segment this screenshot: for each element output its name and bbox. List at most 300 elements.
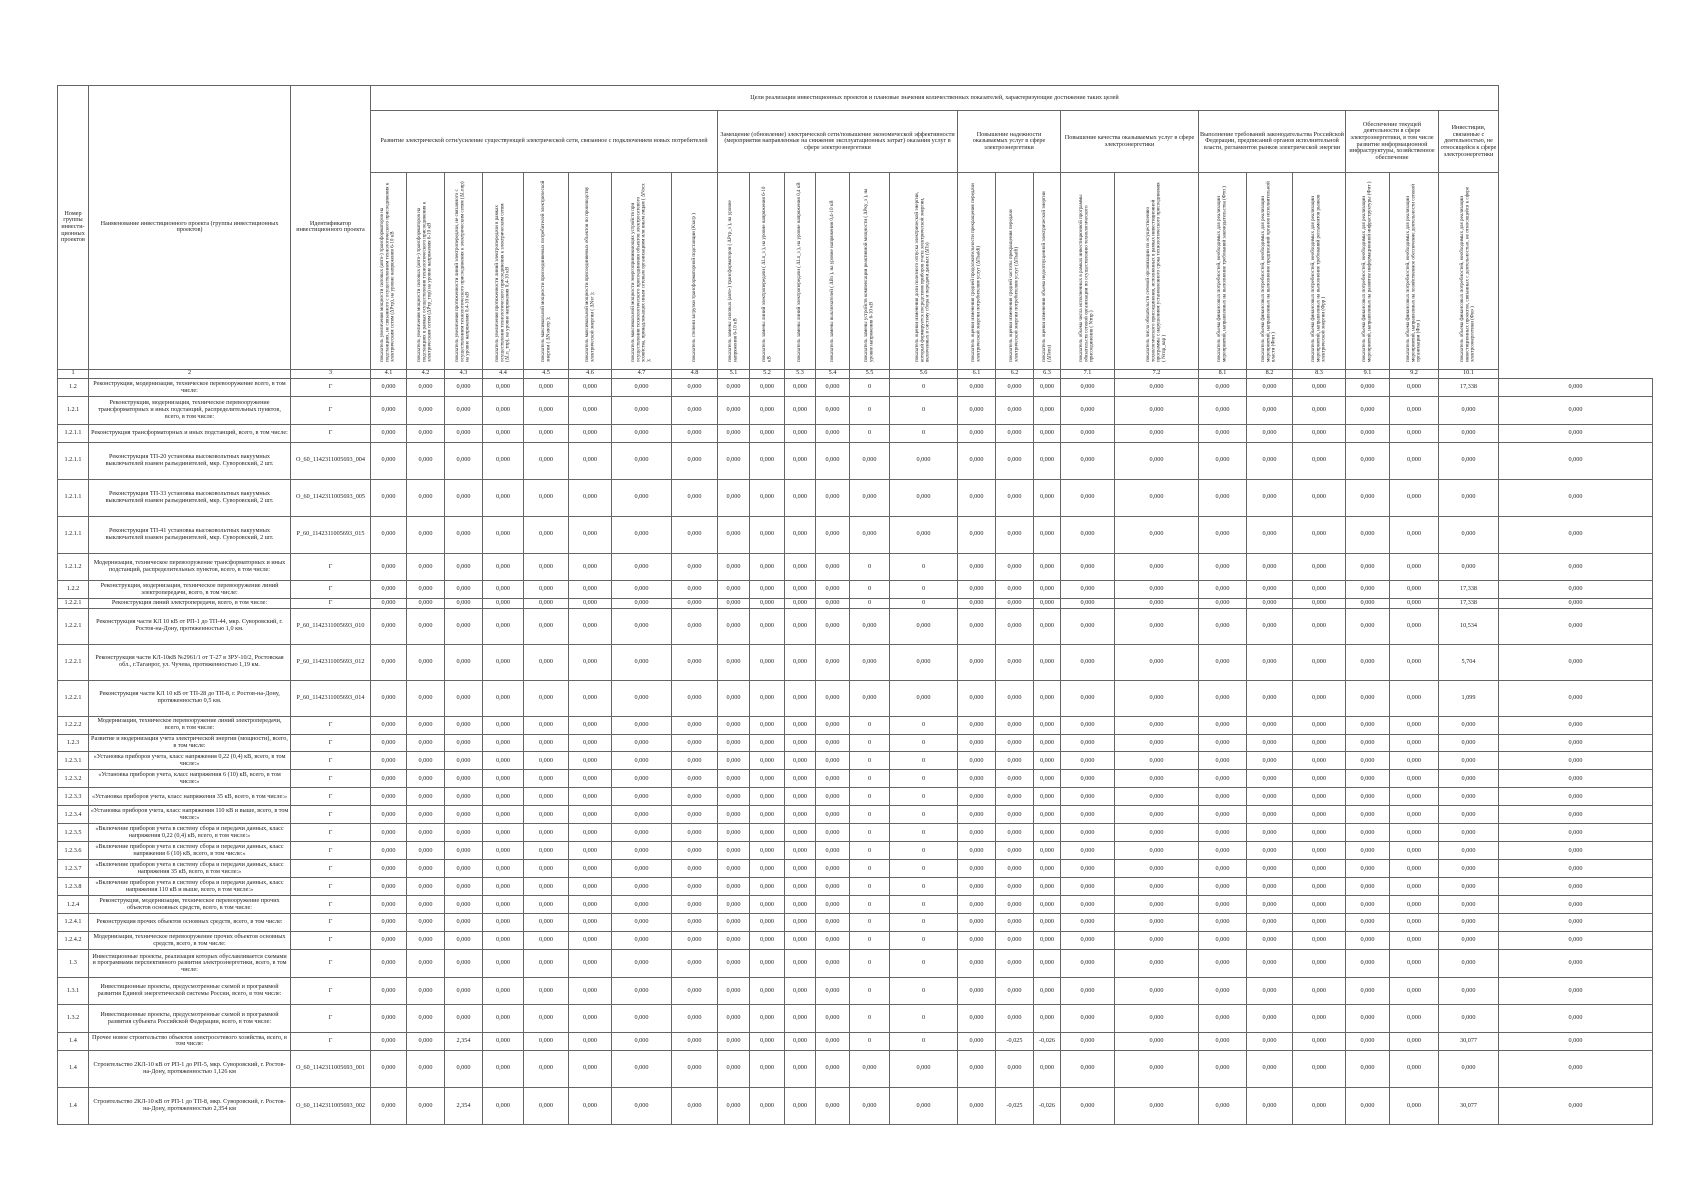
header-indicator-column: [785, 172, 816, 369]
row-value-cell: 0,000: [672, 896, 718, 914]
row-project-name: «Установка приборов учета, класс напряжения 0,22 (0,4) кВ, всего, в том числе:»: [89, 752, 291, 770]
header-indicator-column: [1390, 172, 1439, 369]
row-value-cell: 0,000: [612, 581, 672, 599]
row-value-cell: 0,000: [1199, 516, 1247, 553]
row-value-cell: 0,000: [1346, 860, 1390, 878]
row-value-cell: 0,000: [445, 770, 483, 788]
row-value-cell: 0,000: [1439, 788, 1499, 806]
header-column-number: 3: [291, 369, 371, 379]
row-value-cell: 0,000: [1293, 842, 1346, 860]
row-value-cell: 0,000: [483, 806, 524, 824]
row-value-cell: 0,000: [569, 716, 612, 734]
row-value-cell: 0,000: [1115, 806, 1199, 824]
table-row: [58, 1005, 1653, 1033]
row-value-cell: 0,000: [524, 752, 569, 770]
row-value-cell: 0,000: [1293, 1087, 1346, 1124]
row-value-cell: 0,000: [785, 442, 816, 479]
row-value-cell: 0,000: [1293, 1050, 1346, 1087]
header-column-number: 2: [89, 369, 291, 379]
row-value-cell: 0,000: [1247, 878, 1293, 896]
row-value-cell: 0,000: [371, 788, 407, 806]
row-value-cell: 0,000: [1247, 752, 1293, 770]
row-group-number: 1.2.3.1: [58, 752, 89, 770]
row-value-cell: 0,000: [445, 752, 483, 770]
row-value-cell: 0,000: [672, 752, 718, 770]
table-row: [58, 608, 1653, 644]
row-value-cell: 0,000: [612, 397, 672, 425]
row-value-cell: 0,000: [1439, 734, 1499, 752]
table-row: [58, 1032, 1653, 1050]
row-value-cell: 0,000: [445, 644, 483, 680]
row-value-cell: 0,000: [750, 397, 785, 425]
row-value-cell: 0,000: [1247, 806, 1293, 824]
row-value-cell: 0,000: [1499, 553, 1653, 581]
row-value-cell: 0,000: [958, 932, 996, 950]
row-value-cell: 0,000: [672, 824, 718, 842]
row-value-cell: 0,000: [524, 424, 569, 442]
row-value-cell: 0,000: [612, 932, 672, 950]
row-value-cell: 0,000: [750, 950, 785, 978]
row-value-cell: 0,000: [524, 806, 569, 824]
row-value-cell: 0,000: [1247, 770, 1293, 788]
header-indicator-label: показатель оценки изменения средней частоты прекращения передачи электрической энергии потребителям услуг (ΔПsaifi): [1008, 209, 1020, 362]
row-value-cell: 0,000: [483, 424, 524, 442]
row-project-name: Реконструкция ТП-20 установка высоковольтных вакуумных выключателей взамен разъединителей, мкр. Суворовский, 2 шт.: [89, 442, 291, 479]
row-value-cell: 0,000: [1390, 914, 1439, 932]
row-value-cell: 0,000: [996, 734, 1034, 752]
row-value-cell: 0,000: [569, 379, 612, 397]
row-value-cell: 0,000: [1499, 424, 1653, 442]
row-value-cell: 0,000: [1115, 581, 1199, 599]
row-value-cell: 0,000: [407, 680, 445, 716]
row-value-cell: 0,000: [958, 581, 996, 599]
row-value-cell: 0,000: [996, 1050, 1034, 1087]
row-value-cell: 0,000: [785, 479, 816, 516]
row-value-cell: 0,000: [1199, 1005, 1247, 1033]
row-value-cell: 0,000: [996, 806, 1034, 824]
row-value-cell: 0,000: [996, 977, 1034, 1005]
row-value-cell: 0,000: [1034, 788, 1061, 806]
row-value-cell: 0,000: [1247, 379, 1293, 397]
row-value-cell: 0,000: [1247, 516, 1293, 553]
row-value-cell: 0,000: [958, 788, 996, 806]
header-indicator-column: [569, 172, 612, 369]
row-value-cell: 0,000: [1247, 716, 1293, 734]
row-value-cell: 0,000: [1293, 824, 1346, 842]
row-value-cell: 0,000: [524, 788, 569, 806]
row-value-cell: 0: [850, 424, 890, 442]
row-value-cell: 0,000: [958, 1032, 996, 1050]
row-value-cell: 0,000: [1439, 397, 1499, 425]
row-value-cell: 0,000: [718, 581, 750, 599]
row-value-cell: 0,000: [483, 752, 524, 770]
row-group-number: 1.2: [58, 379, 89, 397]
row-value-cell: 0,000: [1115, 479, 1199, 516]
row-value-cell: 0,000: [785, 1005, 816, 1033]
header-indicator-label: показатель объема финансовых потребностей, необходимых для реализации мероприятий, направленных на развитие информационной инфраструктуры (Фит ): [1361, 181, 1373, 362]
row-value-cell: 0,000: [1293, 424, 1346, 442]
row-value-cell: 0,000: [816, 770, 850, 788]
row-value-cell: 0: [890, 878, 958, 896]
row-value-cell: 0,000: [1034, 860, 1061, 878]
row-value-cell: 0,000: [996, 770, 1034, 788]
row-value-cell: 0,000: [1061, 379, 1115, 397]
row-value-cell: 0,000: [371, 932, 407, 950]
row-value-cell: 0,000: [445, 878, 483, 896]
row-value-cell: 0,000: [407, 516, 445, 553]
row-value-cell: 0,000: [407, 1032, 445, 1050]
row-value-cell: 0,000: [816, 608, 850, 644]
row-value-cell: 0,000: [1199, 842, 1247, 860]
row-value-cell: 0,000: [612, 896, 672, 914]
header-indicator-label: показатель замены устройств компенсации реактивной мощности ( ΔPку_з ), на уровне напряжения 6-10 кВ: [863, 188, 875, 362]
row-value-cell: 0,000: [672, 878, 718, 896]
row-value-cell: 0,000: [785, 1087, 816, 1124]
row-value-cell: 0,000: [1199, 896, 1247, 914]
row-value-cell: 0,000: [1390, 581, 1439, 599]
row-value-cell: 0,000: [672, 806, 718, 824]
row-value-cell: 0,000: [1390, 1050, 1439, 1087]
row-value-cell: 0,000: [445, 608, 483, 644]
row-value-cell: 0,000: [407, 1050, 445, 1087]
row-value-cell: 0,000: [1034, 824, 1061, 842]
row-group-number: 1.2.3: [58, 734, 89, 752]
row-value-cell: 0,000: [569, 950, 612, 978]
row-value-cell: 0,000: [1293, 860, 1346, 878]
row-value-cell: 0,000: [1115, 379, 1199, 397]
row-value-cell: 0,000: [1390, 608, 1439, 644]
row-project-name: Модернизация, техническое перевооружение прочих объектов основных средств, всего, в том числе:: [89, 932, 291, 950]
row-value-cell: 0,000: [1061, 806, 1115, 824]
header-column-number: 9.2: [1390, 369, 1439, 379]
row-value-cell: 0,000: [569, 878, 612, 896]
row-value-cell: 0: [890, 950, 958, 978]
row-value-cell: 0,000: [407, 914, 445, 932]
row-value-cell: 0,000: [1247, 896, 1293, 914]
row-value-cell: 30,077: [1439, 1087, 1499, 1124]
table-row: [58, 379, 1653, 397]
row-value-cell: 0,000: [958, 914, 996, 932]
row-value-cell: 0,000: [1439, 752, 1499, 770]
row-value-cell: 0,000: [996, 716, 1034, 734]
row-value-cell: 0,000: [785, 788, 816, 806]
header-indicator-column: [445, 172, 483, 369]
row-value-cell: 0,000: [1199, 752, 1247, 770]
row-value-cell: 0,000: [483, 977, 524, 1005]
header-indicator-label: показатель максимальной мощности присоединяемых объектов по производству электрической энергии ( ΔNэг );: [583, 186, 595, 362]
row-value-cell: 0,000: [785, 1050, 816, 1087]
row-value-cell: 0: [890, 842, 958, 860]
header-column-number: 4.6: [569, 369, 612, 379]
row-value-cell: 2,354: [445, 1087, 483, 1124]
row-value-cell: 0,000: [1346, 977, 1390, 1005]
header-indicator-label: показатель замены линий электропередачи ( ΔLn_з ), на уровне напряжения 6-10 кВ: [760, 186, 772, 362]
row-value-cell: 0,000: [1247, 788, 1293, 806]
row-value-cell: 0,000: [483, 1050, 524, 1087]
row-value-cell: 0,000: [371, 824, 407, 842]
row-value-cell: 0,000: [750, 581, 785, 599]
row-value-cell: 0,000: [1293, 608, 1346, 644]
row-value-cell: 0,000: [1115, 680, 1199, 716]
row-value-cell: 0,000: [483, 599, 524, 609]
row-value-cell: 0,000: [1293, 914, 1346, 932]
row-value-cell: 0,000: [1061, 479, 1115, 516]
row-value-cell: 0,000: [612, 860, 672, 878]
row-value-cell: 0,000: [407, 716, 445, 734]
row-project-id: Г: [291, 977, 371, 1005]
row-value-cell: 0,000: [672, 932, 718, 950]
row-value-cell: 0,000: [1199, 788, 1247, 806]
row-value-cell: 0: [850, 806, 890, 824]
row-value-cell: 0,000: [569, 1050, 612, 1087]
row-value-cell: 0,000: [750, 770, 785, 788]
row-value-cell: 0,000: [958, 1005, 996, 1033]
row-value-cell: 0,000: [569, 788, 612, 806]
row-value-cell: 0,000: [612, 1032, 672, 1050]
row-group-number: 1.2.1.2: [58, 553, 89, 581]
row-project-id: Г: [291, 914, 371, 932]
row-value-cell: 0,000: [958, 716, 996, 734]
row-value-cell: 0,000: [1346, 608, 1390, 644]
header-column-number: 6.1: [958, 369, 996, 379]
row-value-cell: 0,000: [996, 788, 1034, 806]
row-value-cell: 0,000: [483, 734, 524, 752]
row-value-cell: 0,000: [1346, 806, 1390, 824]
row-value-cell: 0,000: [483, 860, 524, 878]
row-value-cell: 0,000: [612, 680, 672, 716]
row-value-cell: 0,000: [785, 379, 816, 397]
row-value-cell: 0,000: [371, 716, 407, 734]
table-row: [58, 516, 1653, 553]
row-value-cell: 0,000: [407, 553, 445, 581]
header-column-number: 4.4: [483, 369, 524, 379]
row-value-cell: 0,000: [1499, 644, 1653, 680]
row-project-id: Г: [291, 379, 371, 397]
row-value-cell: 0,000: [524, 581, 569, 599]
row-project-name: «Установка приборов учета, класс напряжения 35 кВ, всего, в том числе:»: [89, 788, 291, 806]
row-value-cell: 0,000: [569, 599, 612, 609]
row-value-cell: 0,000: [1293, 932, 1346, 950]
row-value-cell: 0,000: [1390, 479, 1439, 516]
row-value-cell: 0,000: [1439, 1005, 1499, 1033]
row-group-number: 1.2.1.1: [58, 516, 89, 553]
row-value-cell: 0,000: [816, 950, 850, 978]
row-value-cell: 0,000: [816, 379, 850, 397]
table-body: [58, 86, 1653, 1125]
row-value-cell: 0,000: [672, 479, 718, 516]
row-value-cell: 0,000: [672, 716, 718, 734]
row-value-cell: 0,000: [1115, 914, 1199, 932]
row-value-cell: 0,000: [407, 479, 445, 516]
row-value-cell: 0,000: [1034, 680, 1061, 716]
row-project-id: Г: [291, 896, 371, 914]
row-value-cell: 0,000: [750, 752, 785, 770]
row-value-cell: 0,000: [1346, 914, 1390, 932]
row-project-id: O_60_1142311005693_001: [291, 1050, 371, 1087]
header-column-number: 4.3: [445, 369, 483, 379]
row-value-cell: 0,000: [371, 1032, 407, 1050]
row-value-cell: 0: [850, 599, 890, 609]
header-goal-group: Замещение (обновление) электрической сети/повышение экономической эффективности (мероприятия направленные на снижение эксплуатационных затрат) оказания услуг в сфере электроэнергетики: [718, 111, 958, 172]
row-value-cell: 0,000: [1346, 770, 1390, 788]
row-value-cell: 0,000: [612, 442, 672, 479]
header-column-number: 6.3: [1034, 369, 1061, 379]
row-value-cell: 0,000: [750, 599, 785, 609]
row-value-cell: 0,000: [612, 770, 672, 788]
row-project-id: Г: [291, 397, 371, 425]
row-value-cell: 0,000: [718, 752, 750, 770]
row-project-id: Г: [291, 824, 371, 842]
row-value-cell: 0,000: [996, 680, 1034, 716]
row-value-cell: 0,000: [1061, 824, 1115, 842]
row-value-cell: 0,000: [750, 608, 785, 644]
row-value-cell: 0,000: [407, 806, 445, 824]
row-value-cell: 0,000: [850, 479, 890, 516]
row-value-cell: 0,000: [371, 599, 407, 609]
row-value-cell: 0,000: [890, 1050, 958, 1087]
row-value-cell: 0,000: [1034, 1050, 1061, 1087]
row-value-cell: 0,000: [612, 1050, 672, 1087]
row-value-cell: 0,000: [1034, 896, 1061, 914]
row-value-cell: 0,000: [1499, 581, 1653, 599]
row-value-cell: 0,000: [1115, 788, 1199, 806]
row-value-cell: 0,000: [1247, 479, 1293, 516]
row-value-cell: 0,000: [1390, 842, 1439, 860]
row-value-cell: 0,000: [996, 914, 1034, 932]
row-value-cell: 0,000: [1199, 442, 1247, 479]
row-value-cell: 0,000: [445, 379, 483, 397]
row-value-cell: 0: [850, 914, 890, 932]
row-value-cell: 0: [890, 860, 958, 878]
row-value-cell: 0,000: [1346, 680, 1390, 716]
row-value-cell: 0,000: [1199, 397, 1247, 425]
row-value-cell: 0,000: [1499, 397, 1653, 425]
row-value-cell: 0,000: [1293, 716, 1346, 734]
header-indicator-label: показатель оценки изменения средней продолжительности прекращения передачи электрической энергии потребителям услуг (ΔПsaidi): [970, 182, 982, 362]
row-project-id: Г: [291, 860, 371, 878]
row-value-cell: 0,000: [1061, 932, 1115, 950]
row-value-cell: -0,026: [1034, 1087, 1061, 1124]
row-value-cell: 0,000: [612, 788, 672, 806]
row-value-cell: 0,000: [672, 1087, 718, 1124]
row-value-cell: 0,000: [1390, 824, 1439, 842]
row-value-cell: 0,000: [445, 950, 483, 978]
row-value-cell: 0,000: [1293, 553, 1346, 581]
row-value-cell: 0,000: [718, 896, 750, 914]
row-value-cell: 0,000: [1115, 1050, 1199, 1087]
header-column-number: 5.1: [718, 369, 750, 379]
row-value-cell: 0,000: [816, 896, 850, 914]
header-indicator-label: показатель увеличения протяженности линий электропередачи в рамках осуществления технологического присоединения к электрическим сетям (ΔLn_тпр), на уровне напряжения 0,4-10 кВ: [493, 203, 511, 362]
row-value-cell: 0,000: [612, 599, 672, 609]
row-value-cell: 0,000: [569, 914, 612, 932]
row-value-cell: 0,000: [1061, 1005, 1115, 1033]
row-project-id: Г: [291, 716, 371, 734]
row-value-cell: 0,000: [1293, 680, 1346, 716]
row-value-cell: 0,000: [1034, 379, 1061, 397]
row-value-cell: 0,000: [569, 770, 612, 788]
row-value-cell: 0,000: [569, 896, 612, 914]
row-value-cell: 0,000: [1199, 680, 1247, 716]
row-value-cell: 0,000: [407, 824, 445, 842]
header-column-number: 5.2: [750, 369, 785, 379]
row-value-cell: 10,534: [1439, 608, 1499, 644]
row-value-cell: 0,000: [1034, 599, 1061, 609]
row-value-cell: 0,000: [785, 680, 816, 716]
row-value-cell: 0,000: [407, 860, 445, 878]
row-value-cell: 0,000: [958, 950, 996, 978]
row-value-cell: 0,000: [750, 1050, 785, 1087]
row-group-number: 1.2.1.1: [58, 479, 89, 516]
row-value-cell: 0: [890, 553, 958, 581]
row-value-cell: 0,000: [483, 397, 524, 425]
row-value-cell: 0,000: [816, 788, 850, 806]
row-value-cell: 0,000: [785, 770, 816, 788]
row-value-cell: 0,000: [1247, 1032, 1293, 1050]
row-value-cell: 0,000: [524, 442, 569, 479]
row-value-cell: 0,000: [569, 479, 612, 516]
row-project-name: Реконструкция части КЛ 10 кВ от РП-1 до ТП-44, мкр. Суворовский, г. Ростов-на-Дону, протяженностью 1,0 км.: [89, 608, 291, 644]
row-value-cell: 0,000: [1061, 860, 1115, 878]
row-value-cell: 0,000: [407, 1087, 445, 1124]
row-project-id: P_60_1142311005693_014: [291, 680, 371, 716]
row-project-id: Г: [291, 599, 371, 609]
row-value-cell: 0,000: [958, 479, 996, 516]
row-value-cell: 0,000: [1247, 734, 1293, 752]
row-value-cell: 0,000: [524, 896, 569, 914]
row-value-cell: 0,000: [1061, 1032, 1115, 1050]
row-project-id: Г: [291, 878, 371, 896]
row-value-cell: 0,000: [1499, 1087, 1653, 1124]
row-value-cell: 0,000: [672, 860, 718, 878]
row-value-cell: 0,000: [816, 680, 850, 716]
row-value-cell: 0,000: [407, 581, 445, 599]
row-value-cell: 0,000: [371, 680, 407, 716]
row-value-cell: 0,000: [1034, 424, 1061, 442]
row-value-cell: 0,000: [1199, 479, 1247, 516]
row-value-cell: 0,000: [1061, 599, 1115, 609]
row-value-cell: 0,000: [1034, 608, 1061, 644]
header-indicator-column: [483, 172, 524, 369]
row-value-cell: 0,000: [1115, 1005, 1199, 1033]
row-value-cell: 0,000: [371, 1087, 407, 1124]
row-value-cell: 0,000: [1499, 824, 1653, 842]
row-value-cell: 0,000: [569, 842, 612, 860]
row-value-cell: 0,000: [750, 734, 785, 752]
row-value-cell: 0,000: [1499, 680, 1653, 716]
row-value-cell: 0: [850, 752, 890, 770]
row-value-cell: 0,000: [750, 644, 785, 680]
row-value-cell: 0,000: [445, 680, 483, 716]
row-group-number: 1.2.1.1: [58, 442, 89, 479]
header-column-number: 4.2: [407, 369, 445, 379]
row-value-cell: 0,000: [996, 896, 1034, 914]
row-project-id: Г: [291, 1005, 371, 1033]
row-value-cell: 0,000: [1390, 752, 1439, 770]
row-value-cell: 0,000: [785, 644, 816, 680]
row-project-name: Модернизация, техническое перевооружение трансформаторных и иных подстанций, распределительных пунктов, всего, в том числе:: [89, 553, 291, 581]
row-value-cell: 0,000: [718, 442, 750, 479]
row-value-cell: 0,000: [1034, 806, 1061, 824]
header-indicator-column: [816, 172, 850, 369]
row-value-cell: 0,000: [371, 734, 407, 752]
table-row: [58, 581, 1653, 599]
row-value-cell: 0,000: [1390, 896, 1439, 914]
row-value-cell: 0,000: [718, 644, 750, 680]
row-value-cell: 0: [850, 734, 890, 752]
row-value-cell: 0,000: [1115, 860, 1199, 878]
header-indicator-label: показатель увеличения протяженности линий электропередачи, не связанного с осуществлением технологического присоединения к электрическим сетям (ΔLnпр) на уровне напряжения 0,4-10 кВ: [454, 181, 472, 362]
